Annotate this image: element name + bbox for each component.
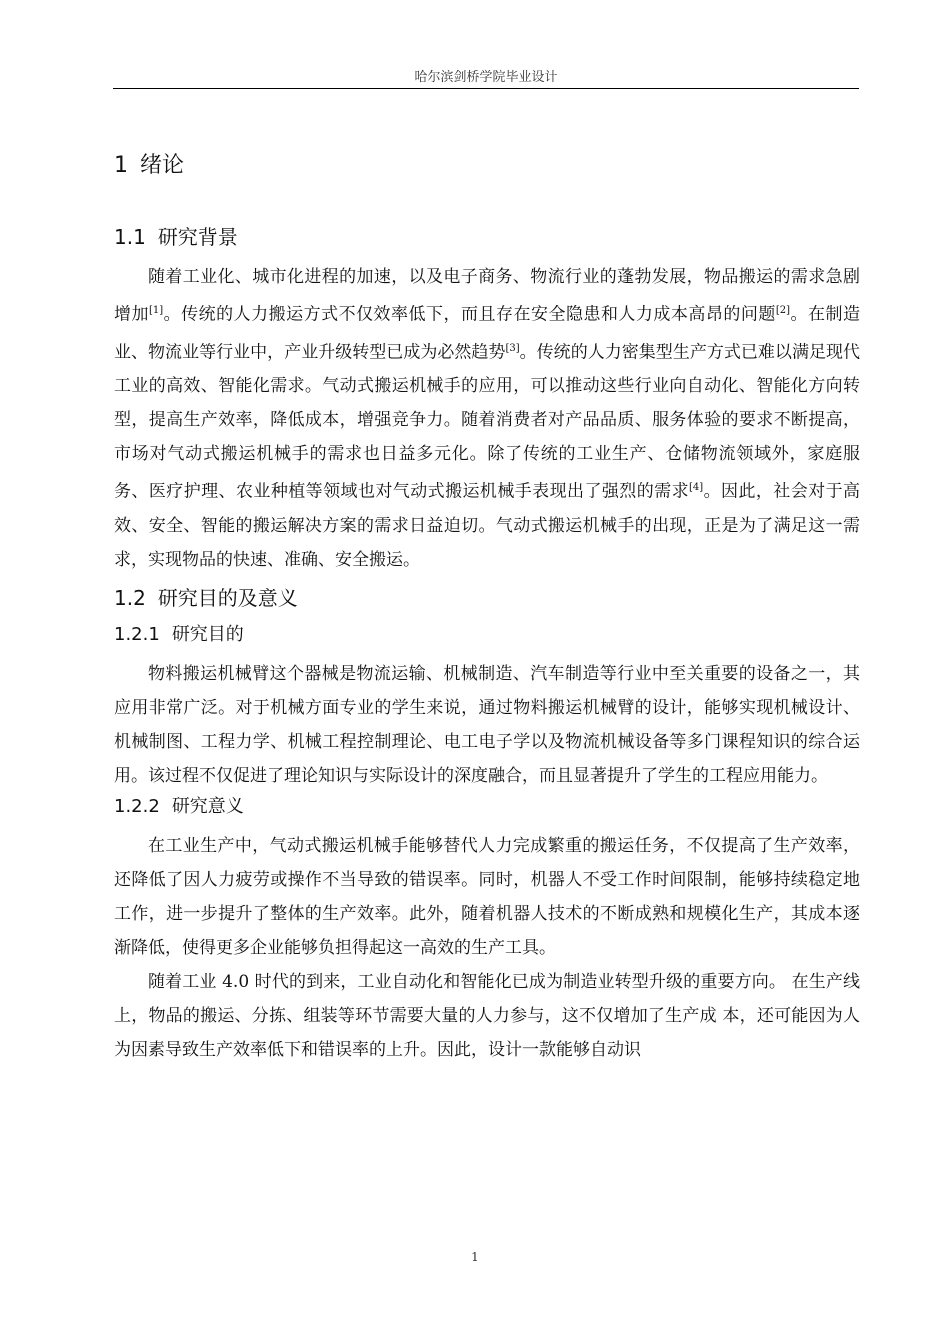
section-number: 1.1 bbox=[114, 225, 146, 249]
text-run: 。传统的人力密集型生产方式已难以满足现代工业的高效、智能化需求。气动式搬运机械手的应用，可以推动这些行业向自动化、智能化方向转型，提高生产效率，降低成本，增强竞争力。随着消费者对产品品质、服务体验的要求不断提高，市场对气动式搬运机械手的需求也日益多元化。除了传统的工业生产、仓储物流领域外，家庭服务、医疗护理、农业种植等领域也对气动式搬运机械手表现出了强烈的需求 bbox=[114, 342, 861, 502]
section-title: 研究背景 bbox=[157, 225, 238, 249]
chapter-title: 绪论 bbox=[140, 153, 185, 178]
subsection-title: 研究意义 bbox=[171, 795, 244, 817]
text-run: 。在制造业、物流业等行业中，产业升级转型已成为必然趋势 bbox=[114, 304, 861, 363]
citation: [3] bbox=[505, 342, 520, 354]
citation: [2] bbox=[775, 305, 791, 316]
chapter-heading bbox=[114, 150, 860, 182]
header-rule bbox=[113, 88, 859, 89]
section-heading-1-1 bbox=[114, 222, 860, 252]
paragraph-significance-2: 随着工业 4.0 时代的到来，工业自动化和智能化已成为制造业转型升级的重要方向。 在生产线上，物品的搬运、分拣、组装等环节需要大量的人力参与，这不仅增加了生产成 本，还可能因为人为因素导致生产效率低下和错误率的上升。因此，设计一款能够自动识 bbox=[114, 971, 860, 1060]
paragraph-significance-1: 在工业生产中，气动式搬运机械手能够替代人力完成繁重的搬运任务，不仅提高了生产效率，还降低了因人力疲劳或操作不当导致的错误率。同时，机器人不受工作时间限制，能够持续稳定地工作，进一步提升了整体的生产效率。此外，随着机器人技术的不断成熟和规模化生产，其成本逐渐降低，使得更多企业能够负担得起这一高效的生产工具。 bbox=[114, 835, 860, 958]
citation: [1] bbox=[148, 305, 164, 316]
citation: [4] bbox=[689, 482, 704, 494]
page-number: 1 bbox=[471, 1250, 479, 1264]
running-header: 哈尔滨剑桥学院毕业设计 bbox=[414, 70, 558, 85]
text-run: 。传统的人力搬运方式不仅效率低下，而且存在安全隐患和人力成本高昂的问题 bbox=[163, 304, 776, 325]
subsection-number: 1.2.1 bbox=[114, 623, 160, 645]
paragraph-purpose: 物料搬运机械臂这个器械是物流运输、机械制造、汽车制造等行业中至关重要的设备之一，其应用非常广泛。对于机械方面专业的学生来说，通过物料搬运机械臂的设计，能够实现机械设计、机械制图、工程力学、机械工程控制理论、电工电子学以及物流机械设备等多门课程知识的综合运用。该过程不仅促进了理论知识与实际设计的深度融合，而且显著提升了学生的工程应用能力。 bbox=[114, 663, 860, 786]
subsection-title: 研究目的 bbox=[171, 623, 244, 645]
text-run: 随着工业化、城市化进程的加速，以及电子商务、物流行业的蓬勃发展，物品搬运的需求急剧增加 bbox=[114, 267, 860, 325]
chapter-number: 1 bbox=[114, 153, 128, 178]
subsection-number: 1.2.2 bbox=[114, 795, 160, 817]
subsection-heading-1-2-2 bbox=[114, 793, 860, 821]
section-title: 研究目的及意义 bbox=[157, 585, 298, 610]
page-content bbox=[114, 150, 860, 1067]
section-heading-1-2 bbox=[114, 583, 860, 613]
subsection-heading-1-2-1 bbox=[114, 621, 860, 649]
text-run: 。因此，社会对于高效、安全、智能的搬运解决方案的需求日益迫切。气动式搬运机械手的出现，正是为了满足这一需求，实现物品的快速、准确、安全搬运。 bbox=[114, 481, 861, 570]
section-number: 1.2 bbox=[114, 585, 146, 610]
paragraph-background bbox=[114, 260, 860, 577]
